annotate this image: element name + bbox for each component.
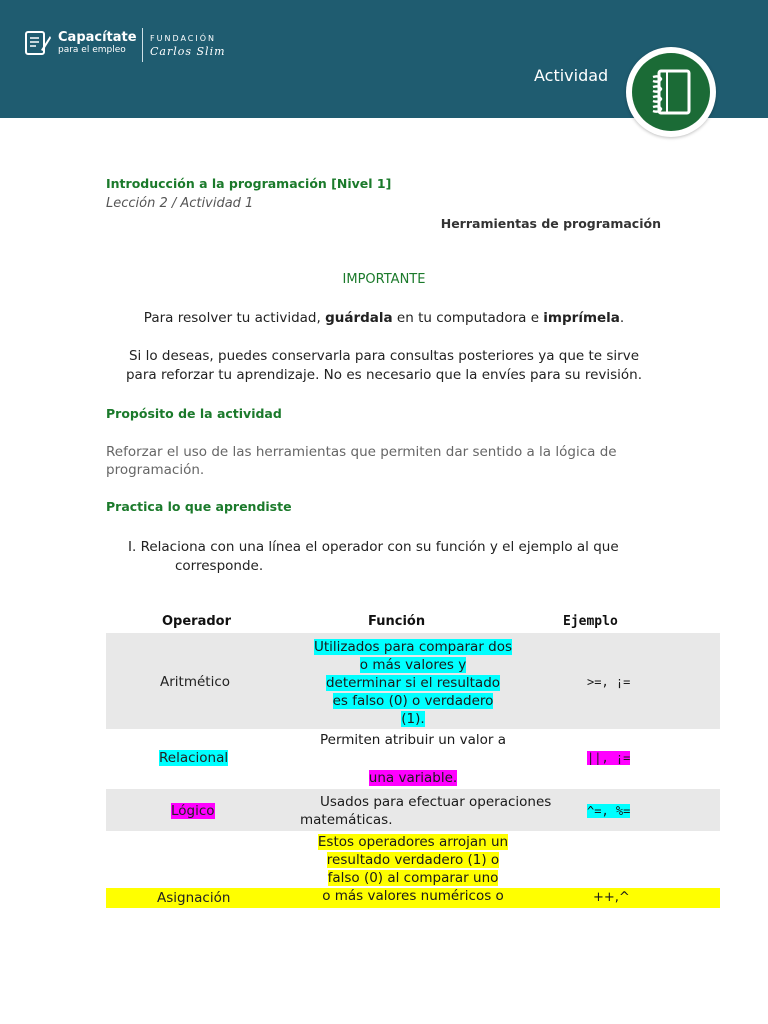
function-assign xyxy=(300,731,526,749)
col-header-function: Función xyxy=(368,614,426,629)
example-value: >=, ¡= xyxy=(587,675,631,689)
course-title: Introducción a la programación [Nivel 1] xyxy=(106,176,392,191)
function-math xyxy=(300,793,570,829)
purpose-heading: Propósito de la actividad xyxy=(106,406,282,421)
example-value: ^=, %= xyxy=(587,804,631,818)
foundation-name: Carlos Slim xyxy=(150,45,226,58)
brand-subtitle: para el empleo xyxy=(58,45,126,55)
foundation-label: FUNDACIÓN xyxy=(150,34,217,43)
operator-logical: Lógico xyxy=(171,803,215,819)
important-heading: IMPORTANTE xyxy=(342,272,426,287)
operator-assignment: Asignación xyxy=(157,890,231,906)
col-header-example: Ejemplo xyxy=(563,614,618,629)
function-line: Usados para efectuar operaciones xyxy=(320,794,552,810)
function-assign-cont xyxy=(300,769,526,787)
brand-pen-icon xyxy=(24,30,52,56)
function-line: matemáticas. xyxy=(300,812,393,828)
practice-heading: Practica lo que aprendiste xyxy=(106,499,292,514)
function-line: o más valores y xyxy=(359,657,467,673)
function-line: una variable. xyxy=(368,770,458,786)
col-header-operator: Operador xyxy=(162,614,232,629)
function-line: (1). xyxy=(401,711,425,727)
example-value: ++,^ xyxy=(593,890,630,905)
function-line: Estos operadores arrojan un xyxy=(317,834,509,850)
instruction-line-1: I. Relaciona con una línea el operador con su función y el ejemplo al que xyxy=(128,539,619,555)
save-text-mid: en tu computadora e xyxy=(392,310,544,326)
function-compare xyxy=(300,638,526,728)
save-bold-imprimela: imprímela xyxy=(543,310,620,326)
function-compare-numeric xyxy=(300,833,526,905)
section-label: Actividad xyxy=(534,66,609,85)
brand-name: Capacítate xyxy=(58,30,137,45)
instruction-line-2: corresponde. xyxy=(175,558,264,574)
function-line: Utilizados para comparar dos xyxy=(313,639,513,655)
example-value: ||, ¡= xyxy=(587,751,631,765)
purpose-text: Reforzar el uso de las herramientas que permiten dar sentido a la lógica de programación. xyxy=(106,444,617,478)
function-line: determinar si el resultado xyxy=(325,675,501,691)
save-bold-guardala: guárdala xyxy=(325,310,393,326)
brand-logo[interactable] xyxy=(24,30,137,56)
function-line: resultado verdadero (1) o xyxy=(326,852,500,868)
lesson-label: Lección 2 / Actividad 1 xyxy=(106,196,254,211)
notebook-icon xyxy=(649,67,693,117)
save-text-end: . xyxy=(619,310,625,326)
activity-badge xyxy=(626,47,716,137)
save-instruction xyxy=(100,310,668,326)
function-line: falso (0) al comparar uno xyxy=(327,870,499,886)
function-line: es falso (0) o verdadero xyxy=(332,693,494,709)
operator-arithmetic: Aritmético xyxy=(160,674,231,690)
topic-title: Herramientas de programación xyxy=(440,216,661,231)
note-line-2: para reforzar tu aprendizaje. No es necesario que la envíes para su revisión. xyxy=(125,367,643,383)
instruction xyxy=(128,538,688,576)
function-line: Permiten atribuir un valor a xyxy=(319,732,506,748)
note-line-1: Si lo deseas, puedes conservarla para consultas posteriores ya que te sirve xyxy=(128,348,640,364)
save-text-pre: Para resolver tu actividad, xyxy=(143,310,326,326)
logo-divider xyxy=(142,28,143,62)
operator-relational: Relacional xyxy=(159,750,229,766)
function-line: o más valores numéricos o xyxy=(322,888,504,904)
